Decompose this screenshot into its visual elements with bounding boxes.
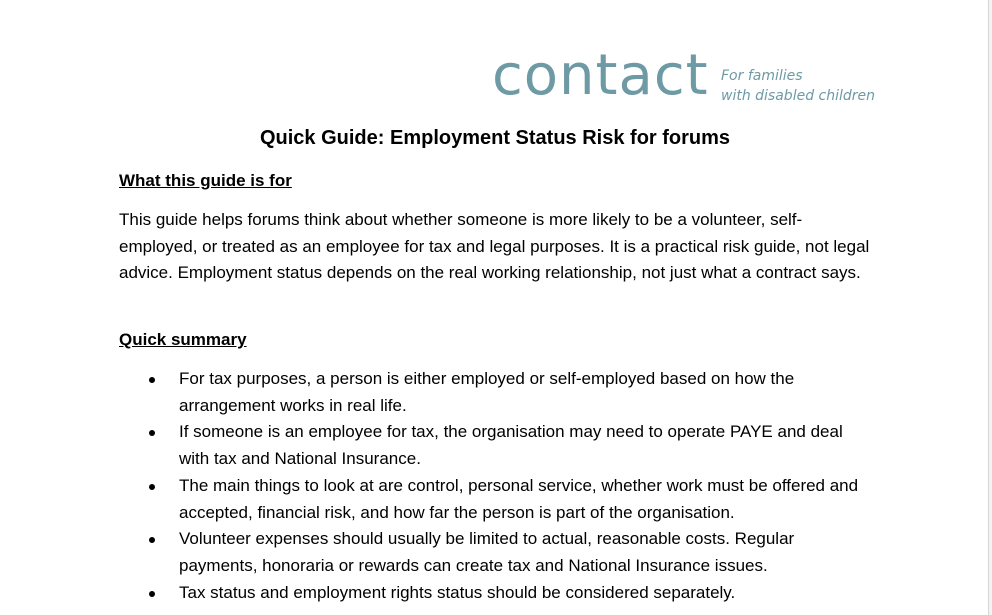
contact-logo xyxy=(492,43,882,108)
list-item-text: Volunteer expenses should usually be limited to actual, reasonable costs. Regular payments, honoraria or rewards can create tax and National Insurance issues. xyxy=(179,529,795,575)
guide-purpose-paragraph: This guide helps forums think about whether someone is more likely to be a volunteer, self-employed, or treated as an employee for tax and legal purposes. It is a practical risk guide, not legal advice. Employment status depends on the real working relationship, not just what a contract says. xyxy=(119,210,870,283)
quick-summary-list xyxy=(119,366,871,606)
logo-tagline-line-1: For families xyxy=(721,68,803,84)
bullet-icon xyxy=(149,377,155,383)
list-item xyxy=(119,419,871,472)
section-heading-quick-summary: Quick summary xyxy=(119,330,247,349)
list-item xyxy=(119,473,871,526)
list-item-text: Tax status and employment rights status should be considered separately. xyxy=(179,582,736,602)
document-title: Quick Guide: Employment Status Risk for forums xyxy=(259,127,731,149)
bullet-icon xyxy=(149,591,155,597)
list-item xyxy=(119,526,871,579)
section-heading-guide-purpose: What this guide is for xyxy=(119,171,292,190)
bullet-icon xyxy=(149,430,155,436)
list-item xyxy=(119,580,871,607)
logo-wordmark: contact xyxy=(492,43,709,108)
list-item-text: For tax purposes, a person is either employed or self-employed based on how the arrangement works in real life. xyxy=(179,369,795,415)
list-item-text: If someone is an employee for tax, the organisation may need to operate PAYE and deal with tax and National Insurance. xyxy=(179,422,843,469)
logo-tagline xyxy=(721,66,875,106)
list-item-text: The main things to look at are control, personal service, whether work must be offered and accepted, financial risk, and how far the person is part of the organisation. xyxy=(179,475,859,522)
bullet-icon xyxy=(149,484,155,490)
logo-tagline-line-2: with disabled children xyxy=(721,88,876,104)
window-edge xyxy=(988,0,992,615)
bullet-icon xyxy=(149,537,155,543)
list-item xyxy=(119,366,871,419)
